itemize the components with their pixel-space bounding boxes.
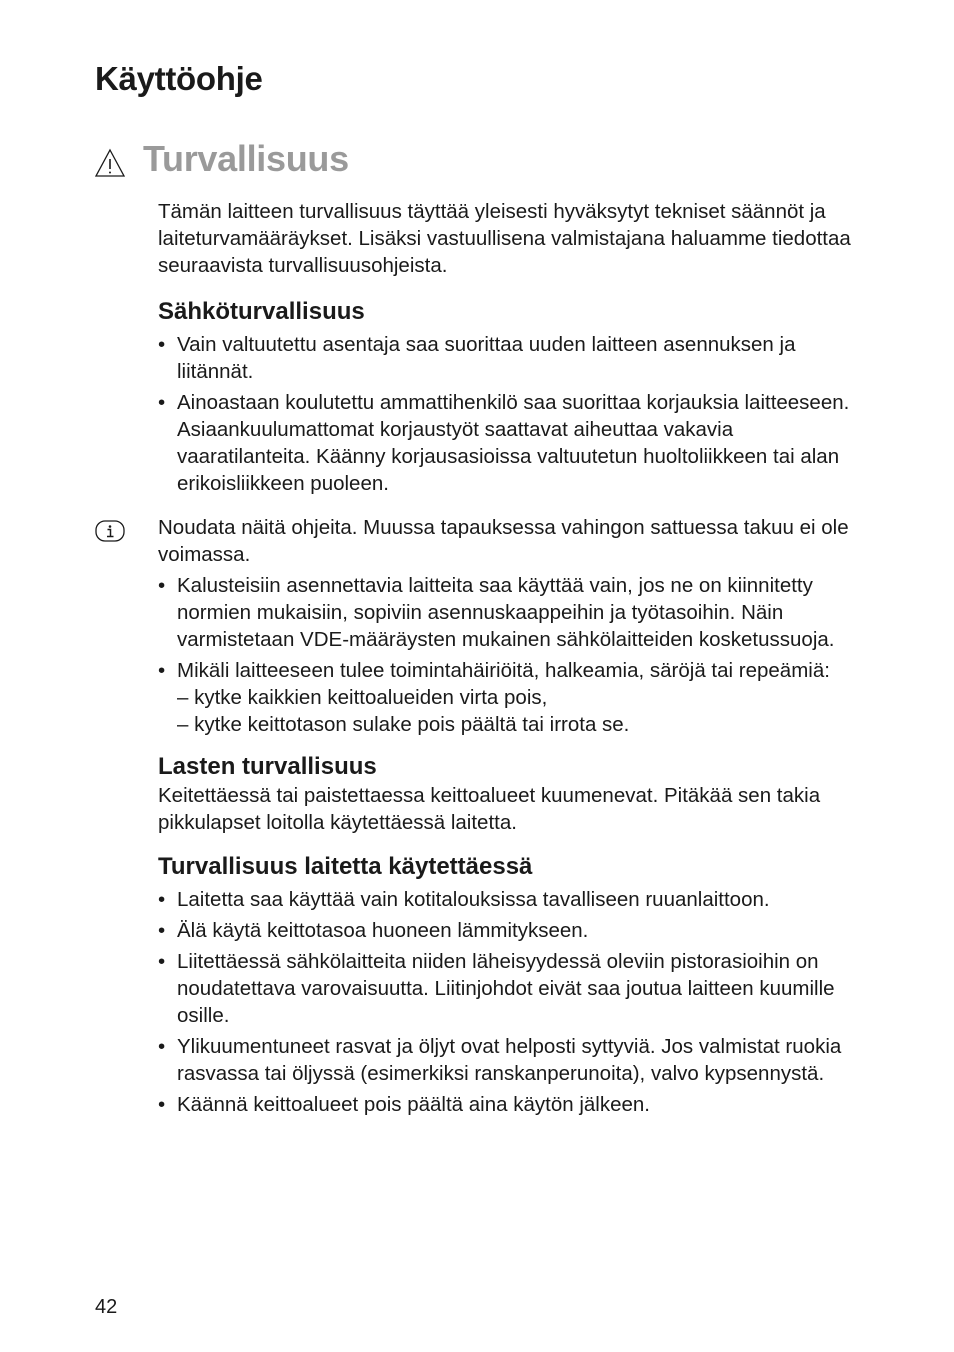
list-item: • Kalusteisiin asennettavia laitteita saa käyttää vain, jos ne on kiinnitetty normien mukaisiin, sopiviin asennuskaappeihin ja työtasoihin. Näin varmistetaan VDE-määräysten mukainen sähkölaitteiden kosketussuoja. [158,572,870,653]
page-number: 42 [95,1296,118,1318]
document-title: Käyttöohje [95,60,263,97]
list-item: • Älä käytä keittotasoa huoneen lämmitykseen. [158,917,870,944]
use-safety-list [158,886,870,1118]
note-list [158,572,870,738]
warning-triangle-icon [94,148,126,178]
electrical-safety-heading: Sähköturvallisuus [158,298,365,325]
child-safety-text: Keitettäessä tai paistettaessa keittoalueet kuumenevat. Pitäkää sen takia pikkulapset loitolla käytettäessä laitetta. [158,784,821,834]
note-text: Noudata näitä ohjeita. Muussa tapauksessa vahingon sattuessa takuu ei ole voimassa. [158,516,849,566]
page-content [158,198,870,1122]
list-item: • Ylikuumentuneet rasvat ja öljyt ovat helposti syttyviä. Jos valmistat ruokia rasvassa tai öljyssä (esimerkiksi ranskanperunoita), valvo kypsennystä. [158,1033,870,1087]
section-title: Turvallisuus [143,138,349,179]
electrical-safety-list [158,331,870,497]
list-item: • Ainoastaan koulutettu ammattihenkilö saa suorittaa korjauksia laitteeseen. Asiaankuulumattomat korjaustyöt saattavat aiheuttaa vakavia vaaratilanteita. Käänny korjausasioissa valtuutetun huoltoliikkeen tai alan erikoisliikkeen puoleen. [158,389,870,497]
list-item [158,657,870,738]
list-item: • Laitetta saa käyttää vain kotitalouksissa tavalliseen ruuanlaittoon. [158,886,870,913]
dash-item: – kytke keittotason sulake pois päältä tai irrota se. [177,713,630,736]
info-icon [95,520,125,542]
list-item-text: Mikäli laitteeseen tulee toimintahäiriöitä, halkeamia, säröjä tai repeämiä: [177,659,830,682]
dash-item: – kytke kaikkien keittoalueiden virta pois, [177,686,548,709]
use-safety-heading: Turvallisuus laitetta käytettäessä [158,853,533,880]
list-item: • Vain valtuutettu asentaja saa suorittaa uuden laitteen asennuksen ja liitännät. [158,331,870,385]
warranty-note [158,514,870,738]
intro-paragraph: Tämän laitteen turvallisuus täyttää yleisesti hyväksytyt tekniset säännöt ja laiteturvamääräykset. Lisäksi vastuullisena valmistajana haluamme tiedottaa seuraavista turvallisuusohjeista. [158,200,851,277]
list-item: • Liitettäessä sähkölaitteita niiden läheisyydessä oleviin pistorasioihin on noudatettava varovaisuutta. Liitinjohdot eivät saa joutua laitteen kuumille osille. [158,948,870,1029]
list-item: • Käännä keittoalueet pois päältä aina käytön jälkeen. [158,1091,870,1118]
child-safety-heading: Lasten turvallisuus [158,753,377,780]
